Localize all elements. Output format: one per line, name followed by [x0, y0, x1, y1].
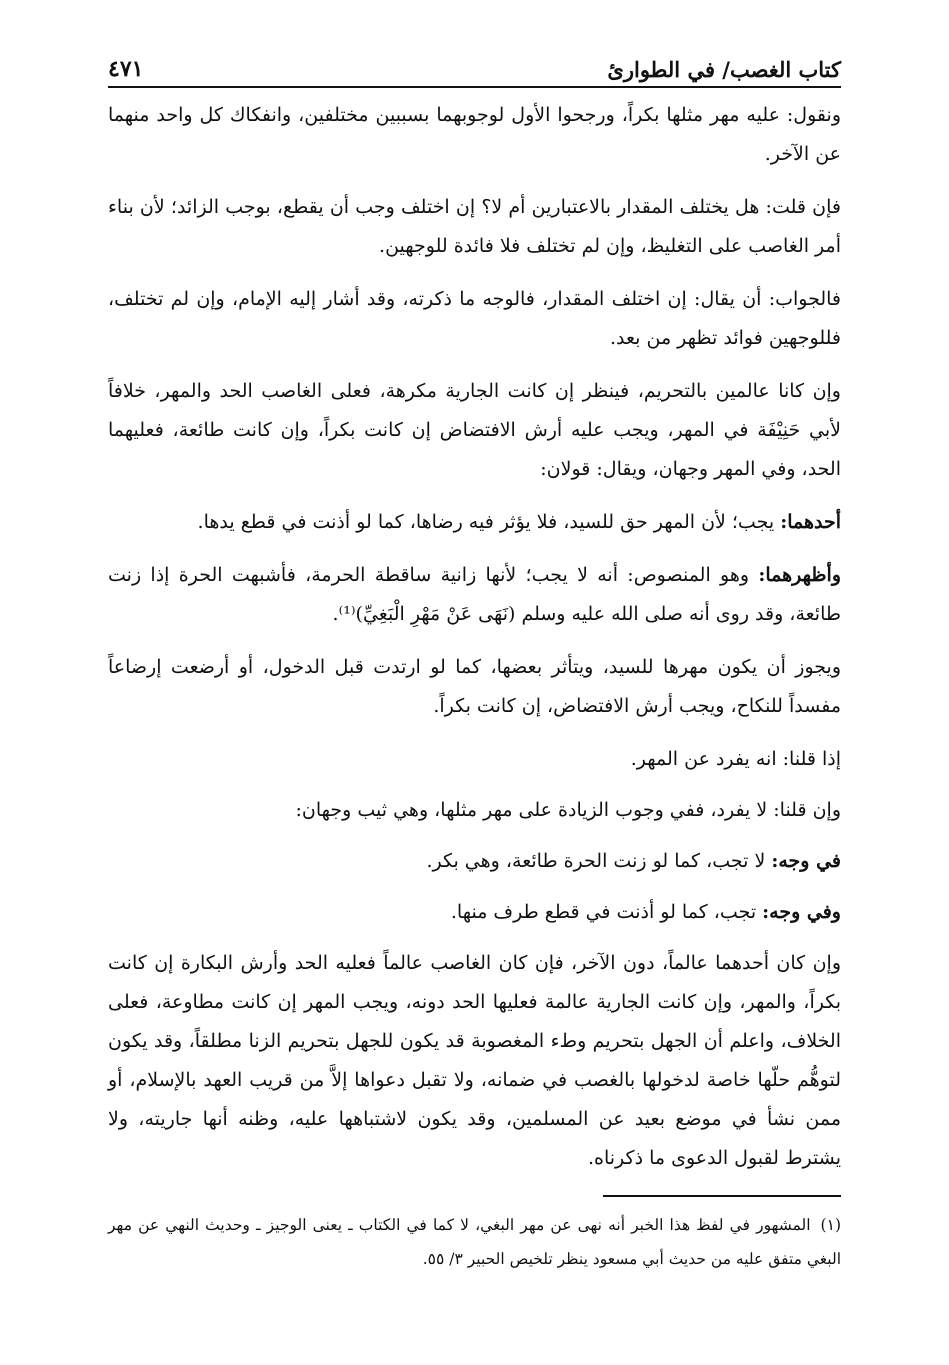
footnote-rule — [603, 1195, 841, 1197]
footnote — [108, 1208, 841, 1276]
footnote-number: (١) — [820, 1216, 841, 1234]
paragraph-text: وإن كانا عالمين بالتحريم، فينظر إن كانت الجارية مكرهة، فعلى الغاصب الحد والمهر، خلافاً لأبي حَنِيْفَة في المهر، ويجب عليه أرش الافتضاض إن كانت بكراً، وإن كانت طائعة، فعليهما الحد، وفي المهر وجهان، ويقال: قولان: — [108, 380, 841, 480]
paragraph-lead: وفي وجه: — [762, 901, 841, 923]
paragraph-lead: في وجه: — [771, 850, 841, 872]
paragraph-text: وإن كان أحدهما عالماً، دون الآخر، فإن كان الغاصب عالماً فعليه الحد وأرش البكارة إن كانت بكراً، والمهر، وإن كانت الجارية عالمة فعليها الحد دونه، ويجب المهر إن كانت مطاوعة، فعلى الخلاف، واعلم أن الجهل بتحريم وطء المغصوبة قد يكون للجهل بتحريم الزنا مطلقاً، وقد يكون لتوهُّم حلّها خاصة لدخولها بالغصب في ضمانه، ولا تقبل دعواها إلاَّ من قريب العهد بالإسلام، أو ممن نشأ في موضع بعيد عن المسلمين، وقد يكون لاشتباهها عليه، وظنه أنها جاريته، ولا يشترط لقبول الدعوى ما ذكرناه. — [108, 952, 841, 1169]
paragraph — [108, 740, 841, 779]
paragraph — [108, 648, 841, 726]
paragraph-text: وإن قلنا: لا يفرد، ففي وجوب الزيادة على مهر مثلها، وهي ثيب وجهان: — [295, 799, 841, 821]
paragraph-text: وهو المنصوص: أنه لا يجب؛ لأنها زانية ساقطة الحرمة، فأشبهت الحرة إذا زنت طائعة، وقد روى أنه صلى الله عليه وسلم (نَهَى عَنْ مَهْرِ الْبَغِيِّ)⁽¹⁾. — [108, 564, 841, 625]
paragraph — [108, 944, 841, 1178]
paragraph — [108, 893, 841, 932]
paragraph-text: يجب؛ لأن المهر حق للسيد، فلا يؤثر فيه رضاها، كما لو أذنت في قطع يدها. — [197, 511, 781, 533]
paragraph — [108, 556, 841, 634]
running-head: كتاب الغصب/ في الطوارئ — [607, 57, 841, 82]
paragraph — [108, 188, 841, 266]
body-text — [108, 96, 841, 1192]
footnote-text: المشهور في لفظ هذا الخبر أنه نهى عن مهر البغي، لا كما في الكتاب ـ يعنى الوجيز ـ وحديث النهي عن مهر البغي متفق عليه من حديث أبي مسعود ينظر تلخيص الحبير ٣/ ٥٥. — [108, 1216, 841, 1268]
paragraph-lead: أحدهما: — [780, 511, 841, 533]
page-number: ٤٧١ — [108, 56, 144, 82]
paragraph-text: ونقول: عليه مهر مثلها بكراً، ورجحوا الأول لوجوبهما بسببين مختلفين، وانفكاك كل واحد منهما عن الآخر. — [108, 104, 841, 165]
paragraph-text: فالجواب: أن يقال: إن اختلف المقدار، فالوجه ما ذكرته، وقد أشار إليه الإمام، وإن لم تختلف، فللوجهين فوائد تظهر من بعد. — [108, 288, 841, 349]
paragraph-lead: وأظهرهما: — [758, 564, 841, 586]
paragraph — [108, 372, 841, 489]
header-rule — [108, 86, 841, 88]
paragraph — [108, 503, 841, 542]
paragraph-text: فإن قلت: هل يختلف المقدار بالاعتبارين أم لا؟ إن اختلف وجب أن يقطع، بوجب الزائد؛ لأن بناء أمر الغاصب على التغليظ، وإن لم تختلف فلا فائدة للوجهين. — [108, 196, 841, 257]
paragraph — [108, 96, 841, 174]
paragraph-text: إذا قلنا: انه يفرد عن المهر. — [630, 748, 841, 770]
paragraph-text: تجب، كما لو أذنت في قطع طرف منها. — [450, 901, 763, 923]
paragraph — [108, 280, 841, 358]
paragraph — [108, 791, 841, 830]
page-header — [108, 36, 841, 82]
paragraph — [108, 842, 841, 881]
paragraph-text: لا تجب، كما لو زنت الحرة طائعة، وهي بكر. — [426, 850, 772, 872]
paragraph-text: ويجوز أن يكون مهرها للسيد، ويتأثر بعضها، كما لو ارتدت قبل الدخول، أو أرضعت إرضاعاً مفسداً للنكاح، ويجب أرش الافتضاض، إن كانت بكراً. — [108, 656, 841, 717]
